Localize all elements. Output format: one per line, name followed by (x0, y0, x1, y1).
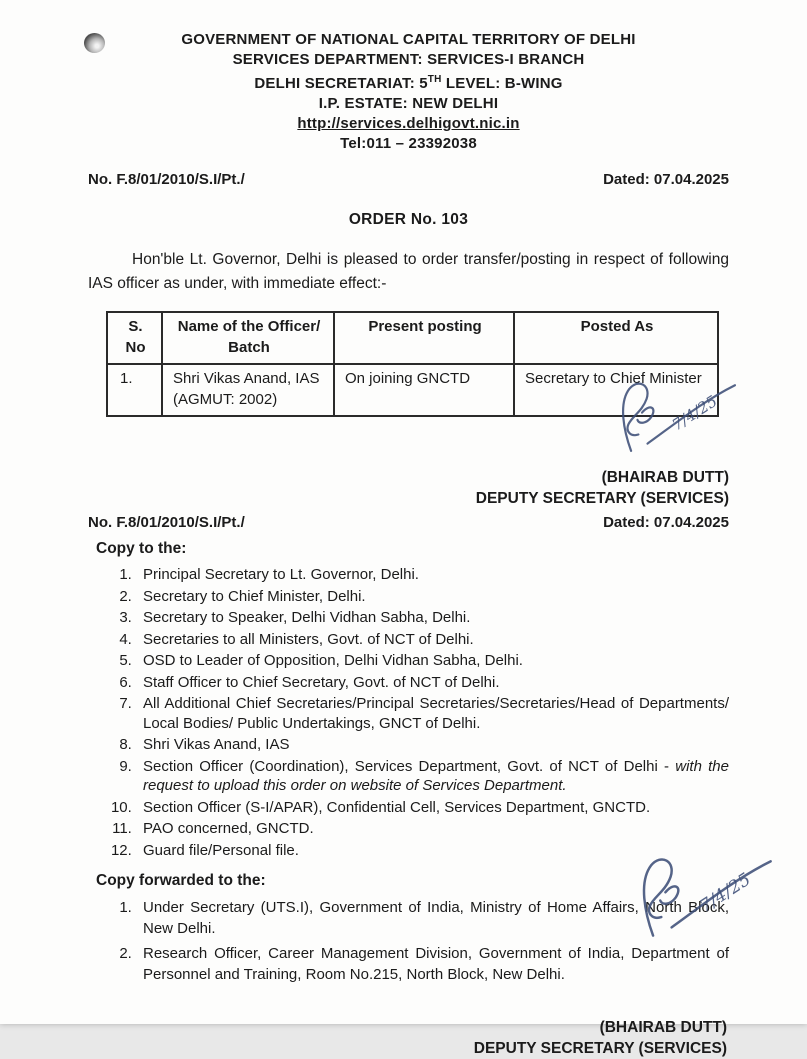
punch-hole-mark (84, 33, 105, 53)
handwritten-date: 7/4/25 (669, 391, 721, 435)
letterhead (88, 30, 729, 154)
copy-to-item (136, 757, 729, 796)
copy-to-item-italic-note: with the request to upload this order on website of Services Department. (143, 757, 729, 794)
copy-forwarded-item: 2. Research Officer, Career Management Division, Government of India, Department of Personnel and Training, Room No.215, North Block, New Delhi. (136, 943, 729, 985)
copy-forwarded-heading: Copy forwarded to the: (96, 872, 266, 889)
copy-to-item: 2. Secretary to Chief Minister, Delhi. (136, 587, 729, 607)
header-officer-name: Name of the Officer/ Batch (162, 312, 334, 364)
letterhead-line-department: SERVICES DEPARTMENT: SERVICES-I BRANCH (232, 51, 585, 68)
file-reference-number: No. F.8/01/2010/S.I/Pt./ (88, 171, 245, 188)
reference-row-2 (88, 514, 729, 531)
reference-row (88, 171, 729, 188)
copy-forwarded-list (118, 897, 729, 985)
copy-to-item: 7. All Additional Chief Secretaries/Principal Secretaries/Secretaries/Head of Departments/ Local Bodies/ Public Undertakings, GNCT of Delhi. (136, 694, 729, 733)
order-body-paragraph: Hon'ble Lt. Governor, Delhi is pleased to order transfer/posting in respect of following IAS officer as under, with immediate effect:- (88, 251, 729, 292)
copy-to-item: 12. Guard file/Personal file. (136, 841, 729, 861)
copy-to-item: 10. Section Officer (S-I/APAR), Confidential Cell, Services Department, GNCTD. (136, 798, 729, 818)
posting-table-head (107, 312, 718, 364)
copy-to-heading: Copy to the: (96, 540, 187, 557)
copy-to-list (118, 565, 729, 860)
table-header-row (107, 312, 718, 364)
level-superscript: TH (427, 74, 442, 85)
handwritten-date: 7/4/25 (696, 869, 755, 918)
copy-to-item-text: Section Officer (Coordination), Services Department, Govt. of NCT of Delhi - (143, 757, 676, 775)
dated-label: Dated: 07.04.2025 (603, 171, 729, 188)
letterhead-website: http://services.delhigovt.nic.in (297, 115, 520, 132)
posting-table (106, 311, 719, 417)
copy-to-item: 11. PAO concerned, GNCTD. (136, 819, 729, 839)
header-serial-no: S. No (107, 312, 162, 364)
signatory-title-2: DEPUTY SECRETARY (SERVICES) (473, 1040, 727, 1057)
letterhead-line-estate: I.P. ESTATE: NEW DELHI (318, 95, 499, 112)
signature-block-top (88, 467, 729, 509)
wing-text: LEVEL: B-WING (441, 75, 563, 92)
letterhead-line-secretariat (88, 70, 729, 94)
copy-to-item: 6. Staff Officer to Chief Secretary, Govt. of NCT of Delhi. (136, 673, 729, 693)
header-posted-as: Posted As (514, 312, 718, 364)
copy-forwarded-item: 1. Under Secretary (UTS.I), Government of India, Ministry of Home Affairs, North Block, New Delhi. (136, 897, 729, 939)
copy-to-item: 4. Secretaries to all Ministers, Govt. of NCT of Delhi. (136, 630, 729, 650)
order-title: ORDER No. 103 (348, 211, 469, 228)
letterhead-line-government: GOVERNMENT OF NATIONAL CAPITAL TERRITORY OF DELHI (181, 31, 636, 48)
cell-serial-no: 1. (107, 364, 162, 416)
signature-block-bottom (88, 1017, 729, 1059)
copy-to-item: 1. Principal Secretary to Lt. Governor, Delhi. (136, 565, 729, 585)
dated-label-2: Dated: 07.04.2025 (603, 514, 729, 531)
letterhead-phone: Tel:011 – 23392038 (340, 135, 477, 152)
posting-table-body (107, 364, 718, 416)
copy-to-item: 3. Secretary to Speaker, Delhi Vidhan Sabha, Delhi. (136, 608, 729, 628)
secretariat-text: DELHI SECRETARIAT: 5 (254, 75, 428, 92)
cell-posted-as: Secretary to Chief Minister (514, 364, 718, 416)
cell-present-posting: On joining GNCTD (334, 364, 514, 416)
copy-to-item: 5. OSD to Leader of Opposition, Delhi Vidhan Sabha, Delhi. (136, 651, 729, 671)
cell-officer-name: Shri Vikas Anand, IAS (AGMUT: 2002) (162, 364, 334, 416)
file-reference-number-2: No. F.8/01/2010/S.I/Pt./ (88, 514, 245, 531)
copy-to-item: 8. Shri Vikas Anand, IAS (136, 735, 729, 755)
table-row (107, 364, 718, 416)
signatory-title: DEPUTY SECRETARY (SERVICES) (475, 490, 729, 507)
signatory-name-2: (BHAIRAB DUTT) (599, 1019, 727, 1036)
header-present-posting: Present posting (334, 312, 514, 364)
signatory-name: (BHAIRAB DUTT) (601, 469, 729, 486)
